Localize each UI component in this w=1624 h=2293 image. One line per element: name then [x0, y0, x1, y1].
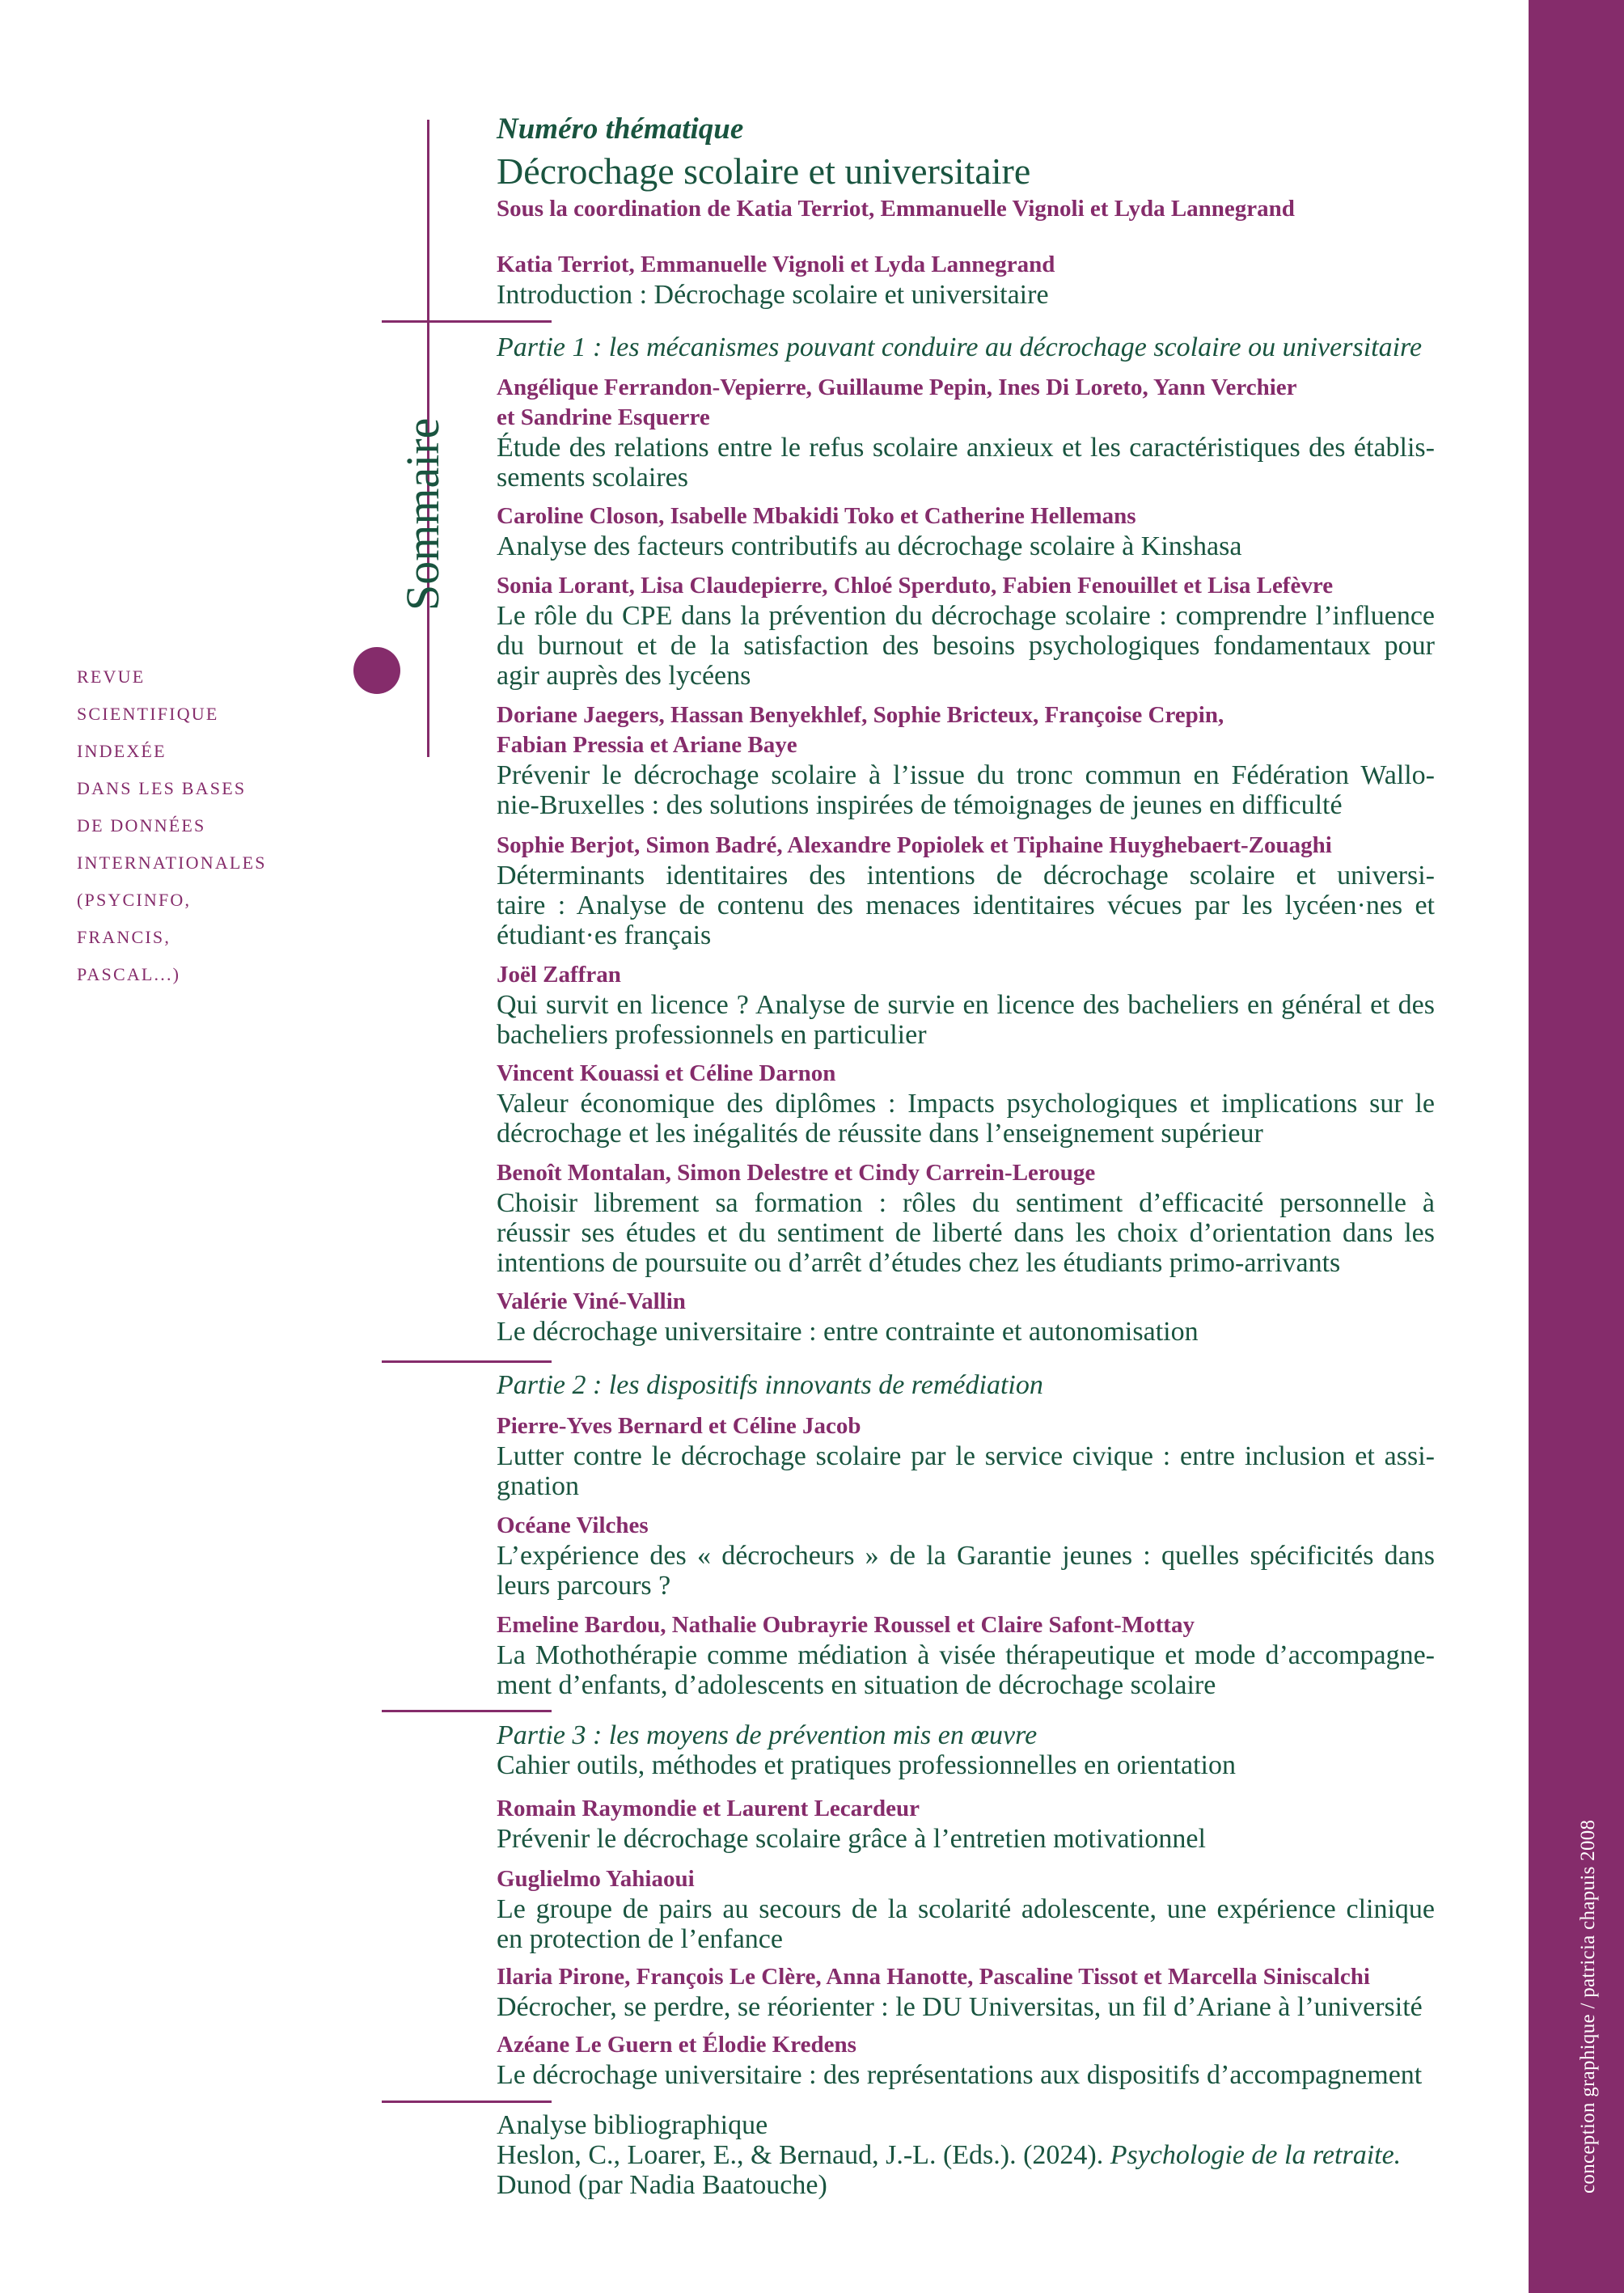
article-title: ment d’enfants, d’adolescents en situation de décrochage scolaire	[497, 1670, 1216, 1700]
article-title: réussir ses études et du sentiment de liberté dans les choix d’orientation dans les	[497, 1218, 1435, 1248]
toc-entry	[497, 1610, 1435, 1700]
toc-entry	[497, 571, 1435, 691]
separator-biblio	[382, 2101, 552, 2103]
indexing-line: SCIENTIFIQUE	[77, 704, 219, 724]
article-title: Choisir librement sa formation : rôles du sentiment d’efficacité personnelle à	[497, 1188, 1435, 1218]
article-title: leurs parcours ?	[497, 1571, 671, 1601]
reference-authors: Heslon, C., Loarer, E., & Bernaud, J.-L. (Eds.). (2024).	[497, 2140, 1104, 2170]
article-authors: Sophie Berjot, Simon Badré, Alexandre Popiolek et Tiphaine Huyghebaert-Zouaghi	[497, 832, 1332, 858]
bullet-dot-icon	[353, 647, 400, 694]
indexing-line: REVUE	[77, 666, 146, 687]
issue-coordination: Sous la coordination de Katia Terriot, Emmanuelle Vignoli et Lyda Lannegrand	[497, 196, 1295, 222]
sommaire-heading: Sommaire	[396, 417, 449, 611]
article-authors: Vincent Kouassi et Céline Darnon	[497, 1060, 836, 1086]
indexing-line: DANS LES BASES	[77, 778, 247, 798]
article-title: étudiant·es français	[497, 920, 712, 950]
article-title: Analyse des facteurs contributifs au décrochage scolaire à Kinshasa	[497, 531, 1242, 561]
article-title: nie-Bruxelles : des solutions inspirées de témoignages de jeunes en difficulté	[497, 790, 1343, 820]
part3-heading: Partie 3 : les moyens de prévention mis en œuvre	[497, 1720, 1038, 1750]
intro-entry	[497, 250, 1435, 310]
toc-entry	[497, 960, 1435, 1050]
article-title: L’expérience des « décrocheurs » de la Garantie jeunes : quelles spécificités dans	[497, 1541, 1435, 1571]
issue-title: Décrochage scolaire et universitaire	[497, 150, 1031, 192]
article-title: La Mothothérapie comme médiation à visée thérapeutique et mode d’accompagne-	[497, 1640, 1435, 1670]
article-authors: Emeline Bardou, Nathalie Oubrayrie Roussel et Claire Safont-Mottay	[497, 1612, 1195, 1638]
indexing-line: DE DONNÉES	[77, 815, 206, 836]
issue-kicker: Numéro thématique	[497, 112, 744, 146]
toc-entry	[497, 1962, 1435, 2022]
article-title: Le groupe de pairs au secours de la scolarité adolescente, une expérience clinique	[497, 1894, 1435, 1924]
toc-entry	[497, 373, 1435, 493]
indexing-line: (PSYCINFO,	[77, 890, 192, 910]
article-authors: Guglielmo Yahiaoui	[497, 1866, 695, 1892]
article-title: Introduction : Décrochage scolaire et universitaire	[497, 280, 1049, 310]
article-title: agir auprès des lycéens	[497, 661, 751, 691]
indexing-line: INTERNATIONALES	[77, 852, 267, 873]
toc-entry	[497, 1059, 1435, 1149]
separator-intro	[382, 320, 552, 323]
article-title: décrochage et les inégalités de réussite dans l’enseignement supérieur	[497, 1119, 1263, 1149]
article-authors: Valérie Viné-Vallin	[497, 1288, 686, 1314]
separator-part3	[382, 1710, 552, 1712]
toc-entry	[497, 700, 1435, 820]
article-title: Décrocher, se perdre, se réorienter : le DU Universitas, un fil d’Ariane à l’université	[497, 1992, 1423, 2022]
reference-book-title: Psychologie de la retraite.	[1110, 2140, 1402, 2170]
article-authors: Fabian Pressia et Ariane Baye	[497, 732, 797, 758]
toc-entry	[497, 1511, 1435, 1601]
article-title: Prévenir le décrochage scolaire à l’issue du tronc commun en Fédération Wallo-	[497, 760, 1435, 790]
toc-entry	[497, 2030, 1435, 2090]
part1-heading: Partie 1 : les mécanismes pouvant conduire au décrochage scolaire ou universitaire	[497, 332, 1423, 362]
toc-entry	[497, 1864, 1435, 1954]
article-title: Le rôle du CPE dans la prévention du décrochage scolaire : comprendre l’influence	[497, 601, 1435, 631]
article-title: Qui survit en licence ? Analyse de survie en licence des bacheliers en général et des	[497, 990, 1435, 1020]
article-authors: Joël Zaffran	[497, 962, 621, 988]
article-title: taire : Analyse de contenu des menaces identitaires vécues par les lycéen·nes et	[497, 891, 1435, 920]
article-authors: Doriane Jaegers, Hassan Benyekhlef, Sophie Bricteux, Françoise Crepin,	[497, 702, 1224, 728]
part3-header	[497, 1720, 1435, 1780]
article-authors: Pierre-Yves Bernard et Céline Jacob	[497, 1413, 861, 1439]
article-authors: Benoît Montalan, Simon Delestre et Cindy Carrein-Lerouge	[497, 1160, 1096, 1186]
article-title: Étude des relations entre le refus scolaire anxieux et les caractéristiques des établis-	[497, 433, 1435, 463]
article-title: sements scolaires	[497, 463, 688, 493]
part2-heading: Partie 2 : les dispositifs innovants de remédiation	[497, 1370, 1043, 1400]
toc-entry	[497, 1794, 1435, 1854]
indexing-line: PASCAL...)	[77, 964, 181, 984]
reference-publisher: Dunod (par Nadia Baatouche)	[497, 2170, 827, 2200]
toc-entry	[497, 831, 1435, 950]
bibliography-heading: Analyse bibliographique	[497, 2110, 768, 2140]
article-authors: Angélique Ferrandon-Vepierre, Guillaume Pepin, Ines Di Loreto, Yann Verchier	[497, 374, 1297, 400]
article-title: Lutter contre le décrochage scolaire par le service civique : entre inclusion et assi-	[497, 1441, 1435, 1471]
bibliography-section	[497, 2110, 1435, 2200]
toc-entry	[497, 1158, 1435, 1278]
indexing-line: FRANCIS,	[77, 927, 171, 947]
article-title: Le décrochage universitaire : entre contrainte et autonomisation	[497, 1317, 1199, 1347]
design-credit: conception graphique / patricia chapuis 2008	[1577, 1819, 1599, 2194]
article-authors: Ilaria Pirone, François Le Clère, Anna Hanotte, Pascaline Tissot et Marcella Siniscalchi	[497, 1964, 1370, 1990]
article-authors: Romain Raymondie et Laurent Lecardeur	[497, 1796, 920, 1821]
indexing-line: INDEXÉE	[77, 741, 167, 761]
part3-subheading: Cahier outils, méthodes et pratiques professionnelles en orientation	[497, 1750, 1236, 1780]
article-title: bacheliers professionnels en particulier	[497, 1020, 927, 1050]
article-title: Déterminants identitaires des intentions de décrochage scolaire et universi-	[497, 861, 1435, 891]
article-authors: et Sandrine Esquerre	[497, 404, 710, 430]
separator-part2	[382, 1360, 552, 1363]
toc-entry	[497, 1287, 1435, 1347]
article-title: en protection de l’enfance	[497, 1924, 783, 1954]
bibliography-reference	[497, 2140, 1435, 2170]
article-authors: Sonia Lorant, Lisa Claudepierre, Chloé Sperduto, Fabien Fenouillet et Lisa Lefèvre	[497, 573, 1334, 599]
article-title: du burnout et de la satisfaction des besoins psychologiques fondamentaux pour	[497, 631, 1435, 661]
issue-header	[497, 113, 1435, 224]
toc-entry	[497, 501, 1435, 561]
article-authors: Azéane Le Guern et Élodie Kredens	[497, 2032, 856, 2058]
indexing-note	[77, 663, 267, 998]
article-authors: Caroline Closon, Isabelle Mbakidi Toko et Catherine Hellemans	[497, 503, 1136, 529]
article-title: Valeur économique des diplômes : Impacts psychologiques et implications sur le	[497, 1089, 1435, 1119]
article-title: gnation	[497, 1471, 579, 1501]
side-band	[1529, 0, 1624, 2293]
article-title: Le décrochage universitaire : des représentations aux dispositifs d’accompagnement	[497, 2060, 1423, 2090]
article-title: Prévenir le décrochage scolaire grâce à l’entretien motivationnel	[497, 1824, 1206, 1854]
article-authors: Océane Vilches	[497, 1512, 649, 1538]
article-title: intentions de poursuite ou d’arrêt d’études chez les étudiants primo-arrivants	[497, 1248, 1341, 1278]
toc-entry	[497, 1411, 1435, 1501]
article-authors: Katia Terriot, Emmanuelle Vignoli et Lyda Lannegrand	[497, 252, 1055, 277]
